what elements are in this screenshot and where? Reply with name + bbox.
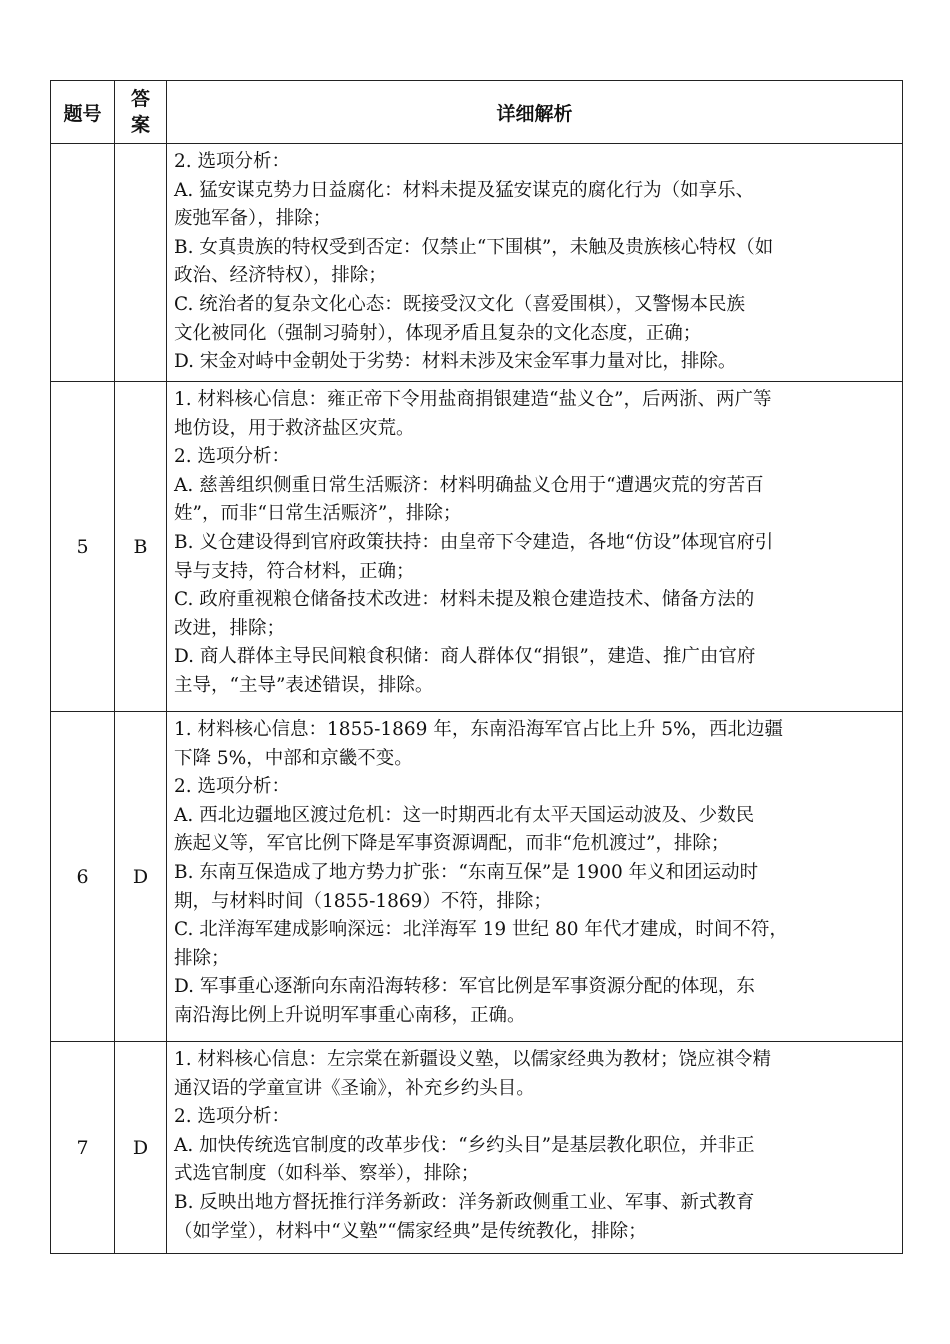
header-detailed-analysis: 详细解析 bbox=[167, 81, 903, 144]
answer-analysis-table bbox=[50, 80, 903, 1254]
table-header-row bbox=[51, 81, 903, 144]
analysis-line: B. 反映出地方督抚推行洋务新政：洋务新政侧重工业、军事、新式教育 bbox=[174, 1191, 755, 1213]
table-row bbox=[51, 382, 903, 712]
analysis-line: A. 加快传统选官制度的改革步伐：“乡约头目”是基层教化职位，并非正 bbox=[174, 1134, 755, 1156]
analysis-line: 通汉语的学童宣讲《圣谕》，补充乡约头目。 bbox=[174, 1077, 535, 1099]
header-answer bbox=[115, 81, 167, 144]
analysis-line: A. 猛安谋克势力日益腐化：材料未提及猛安谋克的腐化行为（如享乐、 bbox=[174, 179, 755, 201]
analysis-line: 族起义等，军官比例下降是军事资源调配，而非“危机渡过”，排除； bbox=[174, 833, 730, 855]
answer-cell: D bbox=[115, 1042, 167, 1254]
analysis-line: 南沿海比例上升说明军事重心南移，正确。 bbox=[174, 1004, 526, 1026]
analysis-line: 废弛军备），排除； bbox=[174, 208, 332, 230]
analysis-line: D. 军事重心逐渐向东南沿海转移：军官比例是军事资源分配的体现，东 bbox=[174, 976, 755, 998]
analysis-line: 2. 选项分析： bbox=[174, 151, 291, 172]
analysis-cell bbox=[167, 712, 903, 1042]
analysis-line: （如学堂），材料中“义塾”“儒家经典”是传统教化，排除； bbox=[174, 1220, 647, 1242]
analysis-line: 姓”，而非“日常生活赈济”，排除； bbox=[174, 503, 462, 525]
analysis-line: 文化被同化（强制习骑射），体现矛盾且复杂的文化态度，正确； bbox=[174, 322, 702, 344]
analysis-cell bbox=[167, 144, 903, 382]
answer-table-page bbox=[50, 80, 902, 1254]
analysis-line: 期，与材料时间（1855-1869）不符，排除； bbox=[174, 890, 552, 912]
analysis-line: C. 政府重视粮仓储备技术改进：材料未提及粮仓建造技术、储备方法的 bbox=[174, 589, 755, 611]
header-question-number: 题号 bbox=[51, 81, 115, 144]
analysis-line: A. 慈善组织侧重日常生活赈济：材料明确盐义仓用于“遭遇灾荒的穷苦百 bbox=[174, 474, 764, 496]
question-number-cell: 6 bbox=[51, 712, 115, 1042]
analysis-line: C. 统治者的复杂文化心态：既接受汉文化（喜爱围棋），又警惕本民族 bbox=[174, 293, 746, 315]
analysis-line: 主导，“主导”表述错误，排除。 bbox=[174, 674, 434, 696]
analysis-cell bbox=[167, 382, 903, 712]
analysis-line: 式选官制度（如科举、察举），排除； bbox=[174, 1163, 480, 1185]
analysis-cell bbox=[167, 1042, 903, 1254]
answer-cell: B bbox=[115, 382, 167, 712]
analysis-line: B. 义仓建设得到官府政策扶持：由皇帝下令建造，各地“仿设”体现官府引 bbox=[174, 531, 774, 553]
answer-cell bbox=[115, 144, 167, 382]
question-number-cell: 7 bbox=[51, 1042, 115, 1254]
analysis-line: 1. 材料核心信息：左宗棠在新疆设义塾，以儒家经典为教材；饶应祺令精 bbox=[174, 1049, 772, 1070]
analysis-line: 导与支持，符合材料，正确； bbox=[174, 560, 415, 582]
analysis-line: 2. 选项分析： bbox=[174, 776, 291, 798]
analysis-line: B. 东南互保造成了地方势力扩张：“东南互保”是 1900 年义和团运动时 bbox=[174, 861, 759, 883]
analysis-line: 地仿设，用于救济盐区灾荒。 bbox=[174, 417, 415, 439]
header-answer-text: 答案 bbox=[130, 88, 150, 136]
analysis-line: B. 女真贵族的特权受到否定：仅禁止“下围棋”，未触及贵族核心特权（如 bbox=[174, 236, 774, 258]
analysis-line: 2. 选项分析： bbox=[174, 1106, 291, 1128]
analysis-line: C. 北洋海军建成影响深远：北洋海军 19 世纪 80 年代才建成，时间不符， bbox=[174, 919, 788, 941]
analysis-line: D. 商人群体主导民间粮食积储：商人群体仅“捐银”，建造、推广由官府 bbox=[174, 646, 756, 668]
analysis-line: A. 西北边疆地区渡过危机：这一时期西北有太平天国运动波及、少数民 bbox=[174, 804, 755, 826]
analysis-line: 下降 5%，中部和京畿不变。 bbox=[174, 747, 413, 769]
table-row bbox=[51, 144, 903, 382]
table-row bbox=[51, 1042, 903, 1254]
analysis-line: 1. 材料核心信息：1855-1869 年，东南沿海军官占比上升 5%，西北边疆 bbox=[174, 719, 784, 740]
question-number-cell bbox=[51, 144, 115, 382]
table-row bbox=[51, 712, 903, 1042]
analysis-line: 改进，排除； bbox=[174, 617, 286, 639]
answer-cell: D bbox=[115, 712, 167, 1042]
analysis-line: 政治、经济特权），排除； bbox=[174, 265, 387, 287]
analysis-line: D. 宋金对峙中金朝处于劣势：材料未涉及宋金军事力量对比，排除。 bbox=[174, 351, 737, 373]
analysis-line: 1. 材料核心信息：雍正帝下令用盐商捐银建造“盐义仓”，后两浙、两广等 bbox=[174, 389, 772, 410]
analysis-line: 排除； bbox=[174, 947, 230, 969]
analysis-line: 2. 选项分析： bbox=[174, 446, 291, 468]
question-number-cell: 5 bbox=[51, 382, 115, 712]
